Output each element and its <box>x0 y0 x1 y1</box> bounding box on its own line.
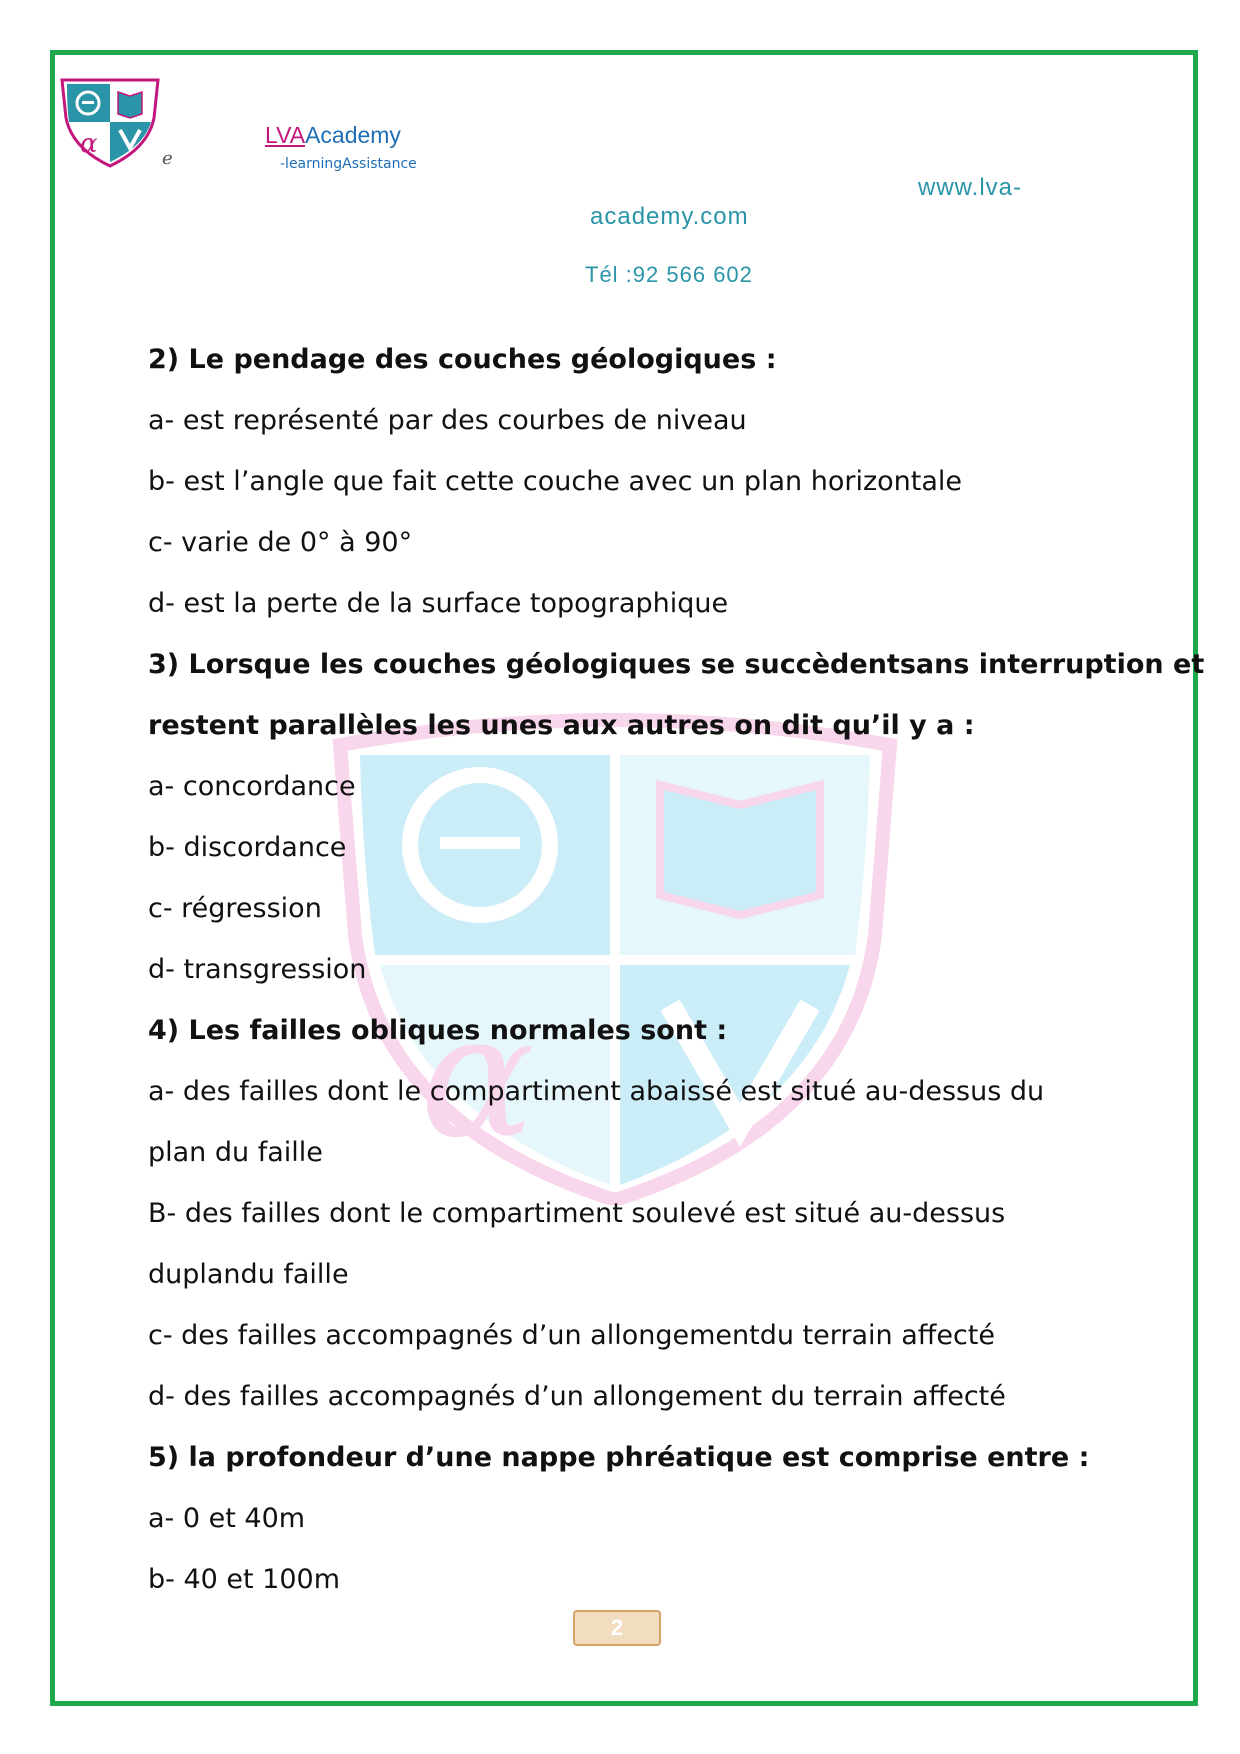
question-4-title: 4) Les failles obliques normales sont : <box>148 1015 728 1046</box>
option-line: d- est la perte de la surface topographique <box>148 588 729 619</box>
option-line: b- discordance <box>148 832 347 863</box>
question-3-title-cont: restent parallèles les unes aux autres on dit qu’il y a : <box>148 710 975 741</box>
option-line: B- des failles dont le compartiment soulevé est situé au-dessus <box>148 1198 1006 1229</box>
svg-text:α: α <box>80 129 98 159</box>
brand-lva: LVA <box>265 122 306 148</box>
lva-academy-logo <box>58 78 164 168</box>
option-line-cont: duplandu faille <box>148 1259 349 1290</box>
option-line: c- des failles accompagnés d’un allongementdu terrain affecté <box>148 1320 996 1351</box>
option-line: b- est l’angle que fait cette couche avec un plan horizontale <box>148 466 963 497</box>
page-number: 2 <box>573 1610 661 1646</box>
option-line: d- des failles accompagnés d’un allongement du terrain affecté <box>148 1381 1006 1412</box>
option-line: b- 40 et 100m <box>148 1564 341 1595</box>
brand-tagline: -learningAssistance <box>280 156 417 172</box>
svg-text:α: α <box>420 978 535 1176</box>
option-line: a- concordance <box>148 771 356 802</box>
option-line-cont: plan du faille <box>148 1137 323 1168</box>
question-5-title: 5) la profondeur d’une nappe phréatique est comprise entre : <box>148 1442 1090 1473</box>
phone-number: Tél :92 566 602 <box>585 262 753 287</box>
brand-academy: Academy <box>305 122 401 148</box>
brand-name <box>265 122 401 148</box>
option-line: a- est représenté par des courbes de niveau <box>148 405 747 436</box>
watermark-logo <box>330 705 900 1205</box>
option-line: a- des failles dont le compartiment abaissé est situé au-dessus du <box>148 1076 1045 1107</box>
option-line: a- 0 et 40m <box>148 1503 306 1534</box>
website-part2: academy.com <box>590 203 749 230</box>
question-2-title: 2) Le pendage des couches géologiques : <box>148 344 777 375</box>
logo-mark: e <box>162 148 173 169</box>
option-line: c- varie de 0° à 90° <box>148 527 413 558</box>
option-line: c- régression <box>148 893 322 924</box>
question-3-title: 3) Lorsque les couches géologiques se succèdentsans interruption et <box>148 649 1205 680</box>
website-part1: www.lva- <box>918 174 1023 201</box>
option-line: d- transgression <box>148 954 367 985</box>
